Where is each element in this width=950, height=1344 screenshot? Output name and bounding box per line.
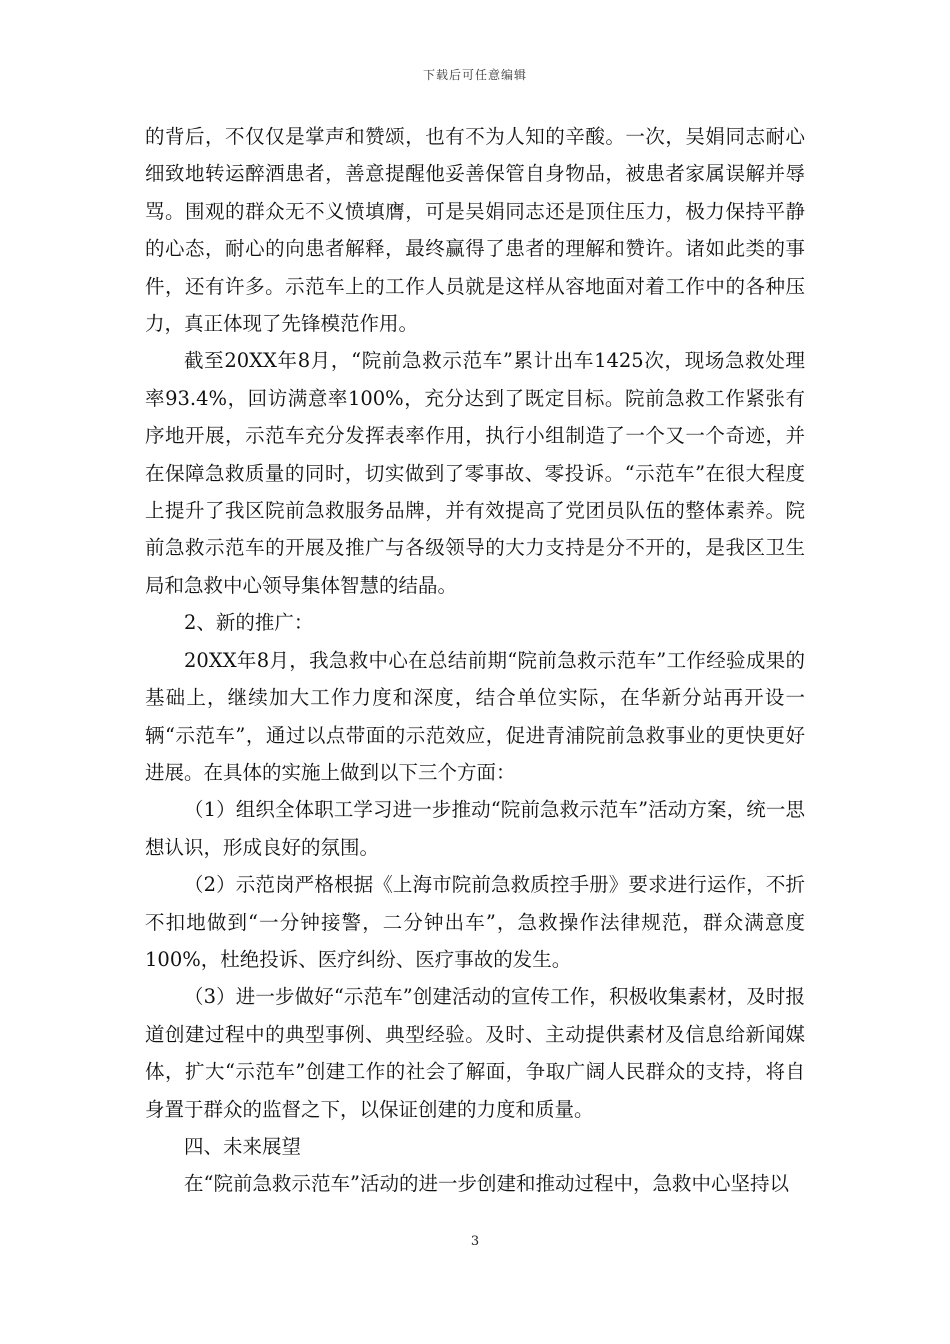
list-item-2: （2）示范岗严格根据《上海市院前急救质控手册》要求进行运作，不折不扣地做到“一分钟接警，二分钟出车”，急救操作法律规范，群众满意度100%，杜绝投诉、医疗纠纷、医疗事故的发生。	[145, 873, 805, 971]
section-heading-new-promotion: 2、新的推广：	[184, 611, 314, 635]
section-heading-future-outlook: 四、未来展望	[184, 1134, 302, 1158]
page-header: 下载后可任意编辑	[422, 68, 527, 82]
paragraph-statistics: 截至20XX年8月，“院前急救示范车”累计出车1425次，现场急救处理率93.4%，回访满意率100%，充分达到了既定目标。院前急救工作紧张有序地开展，示范车充分发挥表率作用，执行小组制造了一个又一个奇迹，并在保障急救质量的同时，切实做到了零事故、零投诉。“示范车”在很大程度上提升了我区院前急救服务品牌，并有效提高了党团员队伍的整体素养。院前急救示范车的开展及推广与各级领导的大力支持是分不开的，是我区卫生局和急救中心领导集体智慧的结晶。	[145, 349, 805, 597]
paragraph-continuation: 的背后，不仅仅是掌声和赞颂，也有不为人知的辛酸。一次，吴娟同志耐心细致地转运醉酒患者，善意提醒他妥善保管自身物品，被患者家属误解并辱骂。围观的群众无不义愤填膺，可是吴娟同志还是顶住压力，极力保持平静的心态，耐心的向患者解释，最终赢得了患者的理解和赞许。诸如此类的事件，还有许多。示范车上的工作人员就是这样从容地面对着工作中的各种压力，真正体现了先锋模范作用。	[145, 125, 805, 336]
paragraph-future: 在“院前急救示范车”活动的进一步创建和推动过程中，急救中心坚持以	[184, 1172, 789, 1196]
paragraph-promotion: 20XX年8月，我急救中心在总结前期“院前急救示范车”工作经验成果的基础上，继续加大工作力度和深度，结合单位实际，在华新分站再开设一辆“示范车”，通过以点带面的示范效应，促进青浦院前急救事业的更快更好进展。在具体的实施上做到以下三个方面：	[145, 648, 805, 784]
page-number: 3	[470, 1234, 480, 1249]
document-body	[145, 118, 805, 1203]
list-item-3: （3）进一步做好“示范车”创建活动的宣传工作，积极收集素材，及时报道创建过程中的典型事例、典型经验。及时、主动提供素材及信息给新闻媒体，扩大“示范车”创建工作的社会了解面，争取广阔人民群众的支持，将自身置于群众的监督之下，以保证创建的力度和质量。	[145, 985, 805, 1121]
list-item-1: （1）组织全体职工学习进一步推动“院前急救示范车”活动方案，统一思想认识，形成良好的氛围。	[145, 798, 805, 859]
